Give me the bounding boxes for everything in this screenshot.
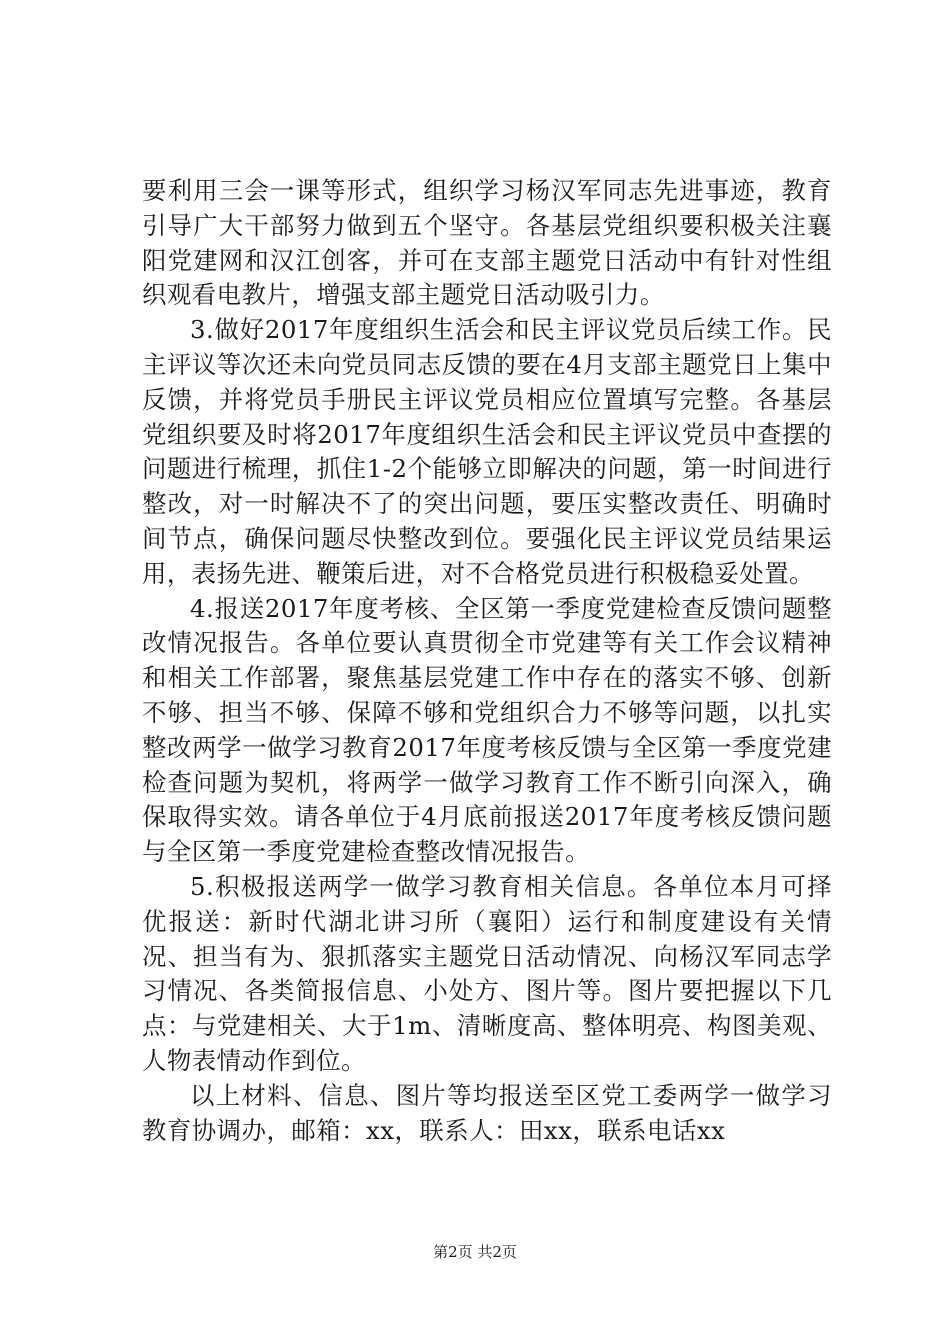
page-number-footer: 第2页 共2页 <box>433 1243 517 1261</box>
paragraph-item-4: 4.报送2017年度考核、全区第一季度党建检查反馈问题整改情况报告。各单位要认真贯彻全市党建等有关工作会议精神和相关工作部署，聚焦基层党建工作中存在的落实不够、创新不够、担当不够、保障不够和党组织合力不够等问题，以扎实整改两学一做学习教育2017年度考核反馈与全区第一季度党建检查问题为契机，将两学一做学习教育工作不断引向深入，确保取得实效。请各单位于4月底前报送2017年度考核反馈问题与全区第一季度党建检查整改情况报告。 <box>142 593 832 867</box>
paragraph-continuation: 要利用三会一课等形式，组织学习杨汉军同志先进事迹，教育引导广大干部努力做到五个坚守。各基层党组织要积极关注襄阳党建网和汉江创客，并可在支部主题党日活动中有针对性组织观看电教片，增强支部主题党日活动吸引力。 <box>142 176 832 310</box>
paragraph-item-3: 3.做好2017年度组织生活会和民主评议党员后续工作。民主评议等次还未向党员同志反馈的要在4月支部主题党日上集中反馈，并将党员手册民主评议党员相应位置填写完整。各基层党组织要及时将2017年度组织生活会和民主评议党员中查摆的问题进行梳理，抓住1-2个能够立即解决的问题，第一时间进行整改，对一时解决不了的突出问题，要压实整改责任、明确时间节点，确保问题尽快整改到位。要强化民主评议党员结果运用，表扬先进、鞭策后进，对不合格党员进行积极稳妥处置。 <box>142 315 832 588</box>
document-body <box>142 174 832 1148</box>
paragraph-contact-info: 以上材料、信息、图片等均报送至区党工委两学一做学习教育协调办，邮箱：xx，联系人：田xx，联系电话xx <box>142 1080 832 1145</box>
paragraph-item-5: 5.积极报送两学一做学习教育相关信息。各单位本月可择优报送：新时代湖北讲习所（襄阳）运行和制度建设有关情况、担当有为、狠抓落实主题党日活动情况、向杨汉军同志学习情况、各类简报信息、小处方、图片等。图片要把握以下几点：与党建相关、大于1m、清晰度高、整体明亮、构图美观、人物表情动作到位。 <box>142 871 832 1075</box>
